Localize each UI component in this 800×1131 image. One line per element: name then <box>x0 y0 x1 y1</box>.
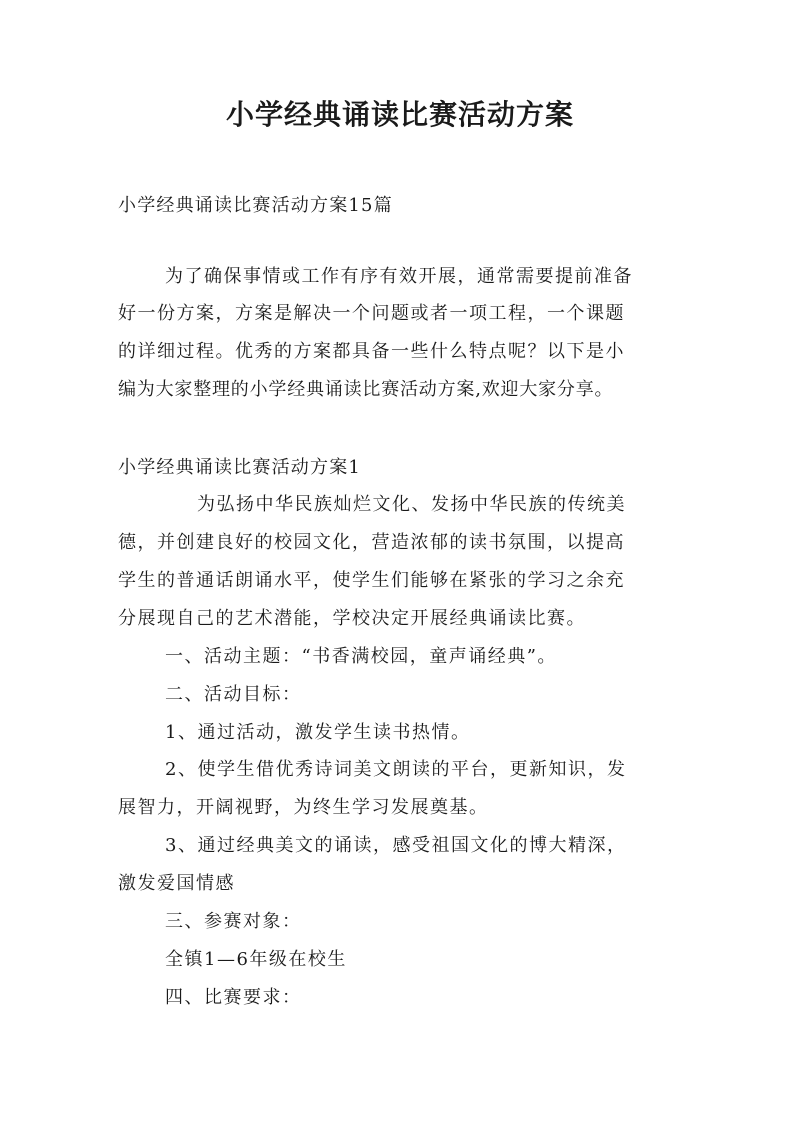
goal-2-line-1: 2、使学生借优秀诗词美文朗读的平台，更新知识，发 <box>165 759 627 780</box>
intro-line-1: 为了确保事情或工作有序有效开展，通常需要提前准备 <box>165 266 633 287</box>
goal-3-line-2: 激发爱国情感 <box>118 873 235 894</box>
section-1-line-3: 学生的普通话朗诵水平，使学生们能够在紧张的学习之余充 <box>118 570 625 591</box>
intro-line-3: 的详细过程。优秀的方案都具备一些什么特点呢？以下是小 <box>118 341 625 362</box>
intro-line-2: 好一份方案，方案是解决一个问题或者一项工程，一个课题 <box>118 303 625 324</box>
goal-3-line-1: 3、通过经典美文的诵读，感受祖国文化的博大精深， <box>165 835 627 856</box>
requirements-heading: 四、比赛要求： <box>165 987 302 1008</box>
section-1-line-4: 分展现自己的艺术潜能，学校决定开展经典诵读比赛。 <box>118 608 586 629</box>
participants-text: 全镇1—6年级在校生 <box>165 949 347 970</box>
section-1-heading: 小学经典诵读比赛活动方案1 <box>118 457 362 478</box>
activity-theme: 一、活动主题：“书香满校园，童声诵经典”。 <box>165 646 557 667</box>
document-subtitle: 小学经典诵读比赛活动方案15篇 <box>118 195 393 216</box>
goal-2-line-2: 展智力，开阔视野，为终生学习发展奠基。 <box>118 797 489 818</box>
participants-heading: 三、参赛对象： <box>165 911 302 932</box>
section-1-line-1: 为弘扬中华民族灿烂文化、发扬中华民族的传统美 <box>197 494 626 515</box>
document-title: 小学经典诵读比赛活动方案 <box>225 98 574 131</box>
goals-heading: 二、活动目标： <box>165 684 302 705</box>
goal-1: 1、通过活动，激发学生读书热情。 <box>165 722 471 743</box>
intro-line-4: 编为大家整理的小学经典诵读比赛活动方案,欢迎大家分享。 <box>118 379 614 400</box>
section-1-line-2: 德，并创建良好的校园文化，营造浓郁的读书氛围，以提高 <box>118 532 625 553</box>
